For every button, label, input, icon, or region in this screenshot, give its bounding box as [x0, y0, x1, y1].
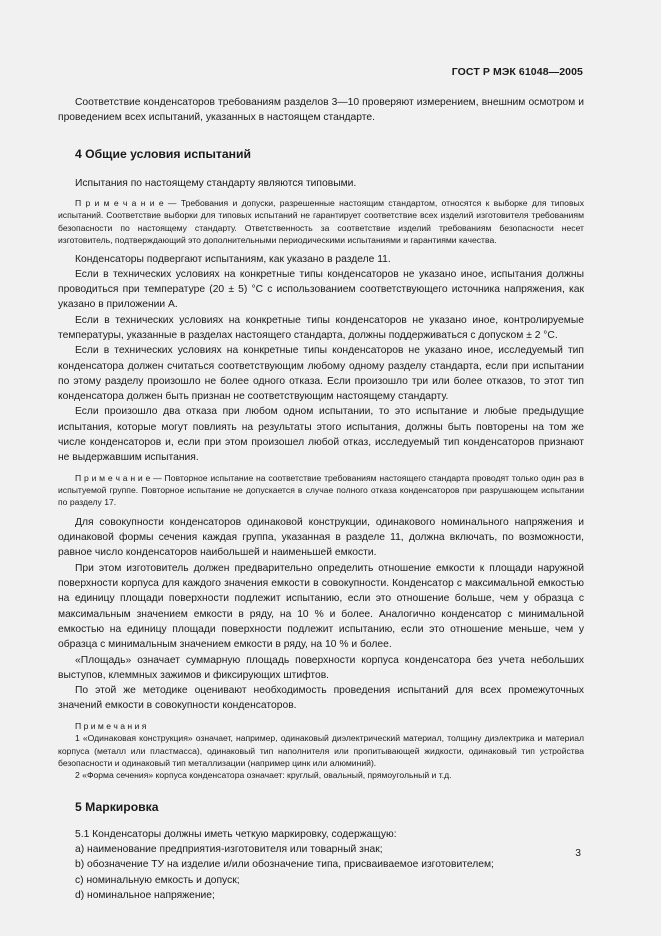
note-label: П р и м е ч а н и е [75, 197, 164, 208]
s5-list-item: d) номинальное напряжение; [75, 889, 215, 901]
s5-list-item: c) номинальную емкость и допуск; [75, 874, 240, 886]
page-content [58, 95, 584, 903]
s4-paragraph-4: Если в технических условиях на конкретные типы конденсаторов не указано иное, контролируемые температуры, указанные в разделах настоящего стандарта, должны поддерживаться с допуском ± 2 °С. [58, 314, 584, 341]
s5-list-item: b) обозначение ТУ на изделие и/или обозначение типа, присваиваемое изготовителем; [75, 859, 494, 871]
s4-paragraph-8: При этом изготовитель должен предварительно определить отношение емкости к площади наружной поверхности корпуса для каждого значения емкости в совокупности. Конденсатор с максимальной емкостью на единицу площади поверхности подлежит испытанию, если это отношение больше, чем у образца с максимальным значением емкости в ряду, на 10 % и более. Аналогично конденсатор с минимальной емкостью на единицу площади поверхности подлежит испытанию, если это отношение меньше, чем у образца с минимальным значением емкости в ряду, на 10 % и более. [58, 562, 584, 651]
s4-paragraph-9: «Площадь» означает суммарную площадь поверхности корпуса конденсатора без учета небольших выступов, клеммных зажимов и фиксирующих штифтов. [58, 654, 584, 681]
s4-paragraph-5: Если в технических условиях на конкретные типы конденсаторов не указано иное, исследуемый тип конденсатора должен считаться соответствующим любому одному разделу стандарта, если при испытании по этому разделу произошло не более одного отказа. Если произошло три или более отказов, то этот тип конденсатора должен быть признан не соответствующим настоящему стандарту. [58, 345, 584, 403]
s4-note-4: 2 «Форма сечения» корпуса конденсатора означает: круглый, овальный, прямоугольный и т.д. [75, 770, 452, 781]
page-number: 3 [575, 848, 581, 859]
note-text: — Повторное испытание на соответствие требованиям настоящего стандарта проводят только один раз в испытуемой группе. Повторное испытание не допускается в случае полного отказа конденсаторов при разрушающем испытании по разделу 17. [58, 472, 584, 508]
s4-paragraph-6: Если произошло два отказа при любом одном испытании, то это испытание и любые предыдущие испытания, которые могут повлиять на результаты этого испытания, должны быть повторены на том же числе конденсаторов и, если при этом произошел любой отказ, исследуемый тип конденсаторов признают не выдержавшим испытания. [58, 406, 584, 464]
s5-intro: 5.1 Конденсаторы должны иметь четкую маркировку, содержащую: [75, 828, 397, 840]
section-5-title: 5 Маркировка [75, 799, 159, 814]
document-code-header: ГОСТ Р МЭК 61048—2005 [451, 66, 583, 78]
note-text: — Требования и допуски, разрешенные настоящим стандартом, относятся к выборке для типовых испытаний. Соответствие выборки для типовых испытаний не гарантирует соответствие всех изделий изготовителя требованиям безопасности по настоящему стандарту. Ответственность за соответствие изделий требованиям безопасности несет изготовитель, подтверждающий это дополнительными периодическими испытаниями и гарантиями качества. [58, 197, 584, 246]
s4-paragraph-1: Испытания по настоящему стандарту являются типовыми. [75, 177, 357, 189]
note-label: П р и м е ч а н и е [75, 472, 151, 483]
s4-paragraph-10: По этой же методике оценивают необходимость проведения испытаний для всех промежуточных значений емкости в совокупности конденсаторов. [58, 685, 584, 712]
s4-note-2 [58, 472, 584, 509]
s4-notes-label: П р и м е ч а н и я [75, 720, 147, 731]
s4-note-1 [58, 197, 584, 247]
s4-paragraph-2: Конденсаторы подвергают испытаниям, как указано в разделе 11. [75, 253, 391, 265]
s4-note-3: 1 «Одинаковая конструкция» означает, например, одинаковый диэлектрический материал, толщину диэлектрика и материал корпуса (металл или пластмасса), одинаковый тип наполнителя или пропитывающей жидкости, одинаковый тип устройства безопасности и одинаковый тип металлизации (например цинк или алюминий). [58, 733, 584, 768]
s5-list-item: a) наименование предприятия-изготовителя или товарный знак; [75, 844, 383, 856]
section-4-title: 4 Общие условия испытаний [75, 146, 252, 161]
s4-paragraph-3: Если в технических условиях на конкретные типы конденсаторов не указано иное, испытания должны проводиться при температуре (20 ± 5) °С с использованием соответствующего источника напряжения, как указано в приложении А. [58, 268, 584, 311]
intro-paragraph: Соответствие конденсаторов требованиям разделов 3—10 проверяют измерением, внешним осмотром и проведением всех испытаний, указанных в настоящем стандарте. [58, 97, 584, 124]
s4-paragraph-7: Для совокупности конденсаторов одинаковой конструкции, одинакового номинального напряжения и одинаковой формы сечения каждая группа, указанная в разделе 11, должна включать, по возможности, равное число конденсаторов наибольшей и наименьшей емкости. [58, 516, 584, 559]
